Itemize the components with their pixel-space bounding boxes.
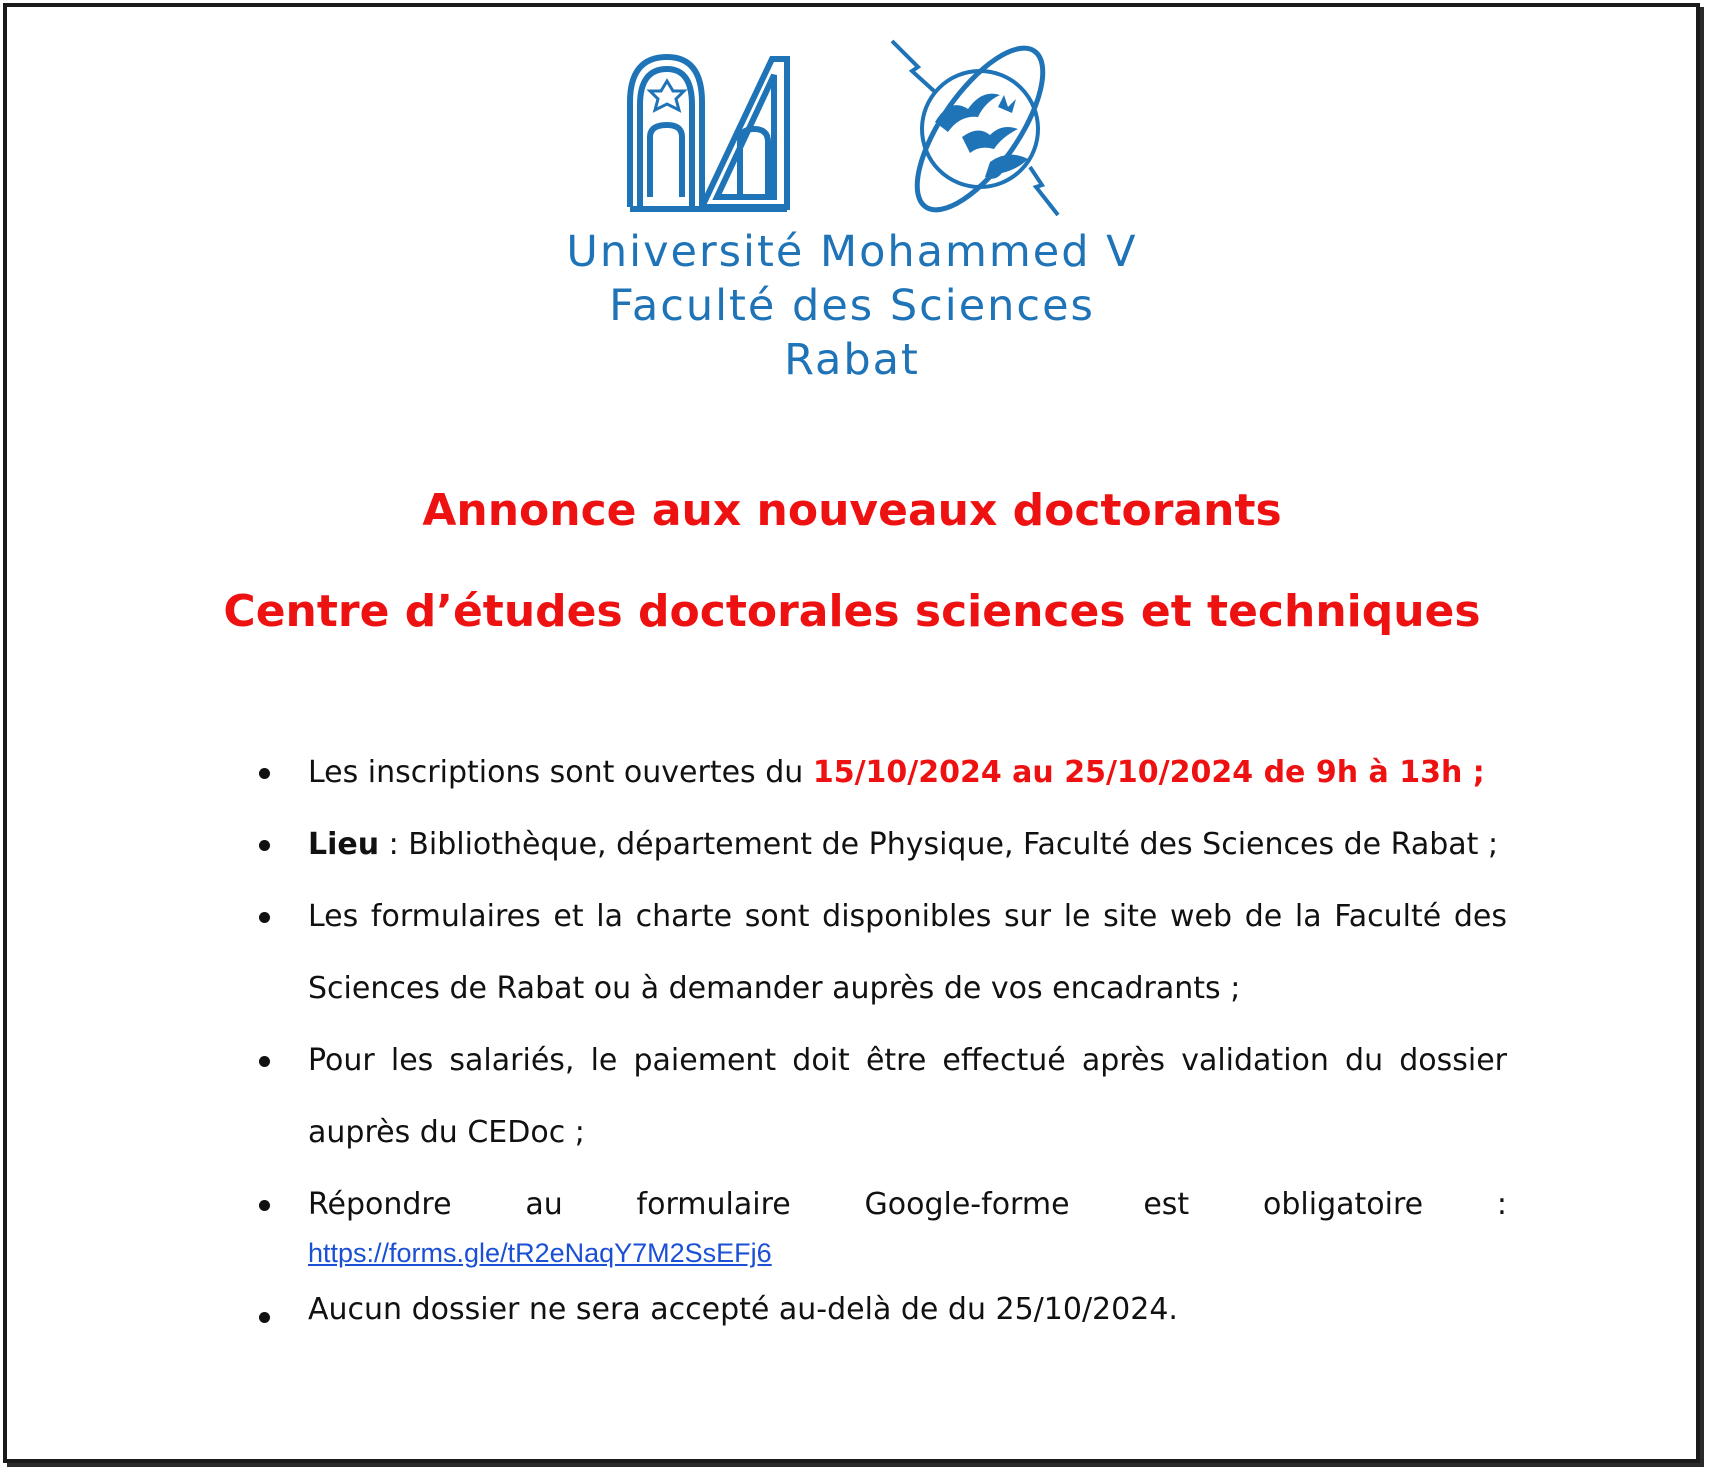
dates-highlight: 15/10/2024 au 25/10/2024 de 9h à 13h ; (812, 755, 1485, 790)
deadline-text: Aucun dossier ne sera accepté au-delà de du 25/10/2024. (308, 1292, 1178, 1327)
list-item-dates (253, 737, 1507, 809)
payment-text: Pour les salariés, le paiement doit être effectué après validation du dossier auprès du CEDoc ; (308, 1043, 1507, 1150)
location-label: Lieu (308, 827, 380, 862)
list-item-forms (253, 881, 1507, 1025)
faculty-logo-icon (890, 37, 1070, 217)
document-page (3, 3, 1700, 1463)
announcement-title: Annonce aux nouveaux doctorants (422, 485, 1282, 536)
forms-text: Les formulaires et la charte sont disponibles sur le site web de la Faculté des Sciences de Rabat ou à demander auprès de vos encadrants ; (308, 899, 1507, 1006)
announcement-list (253, 737, 1507, 1339)
list-item-location (253, 809, 1507, 881)
city-name: Rabat (784, 335, 920, 385)
list-item-google-form (253, 1169, 1507, 1271)
list-item-deadline (253, 1281, 1507, 1339)
location-text: : Bibliothèque, département de Physique, Faculté des Sciences de Rabat ; (379, 827, 1499, 862)
google-form-text: Répondre au formulaire Google-forme est obligatoire : (308, 1187, 1507, 1222)
university-name: Université Mohammed V (566, 227, 1138, 277)
university-logo-icon (622, 47, 792, 217)
faculty-name: Faculté des Sciences (609, 281, 1095, 331)
announcement-subtitle: Centre d’études doctorales sciences et techniques (223, 586, 1481, 637)
dates-prefix: Les inscriptions sont ouvertes du (308, 755, 813, 790)
google-form-link[interactable]: https://forms.gle/tR2eNaqY7M2SsEFj6 (308, 1238, 772, 1268)
list-item-payment (253, 1025, 1507, 1169)
logo-group (622, 37, 1072, 217)
